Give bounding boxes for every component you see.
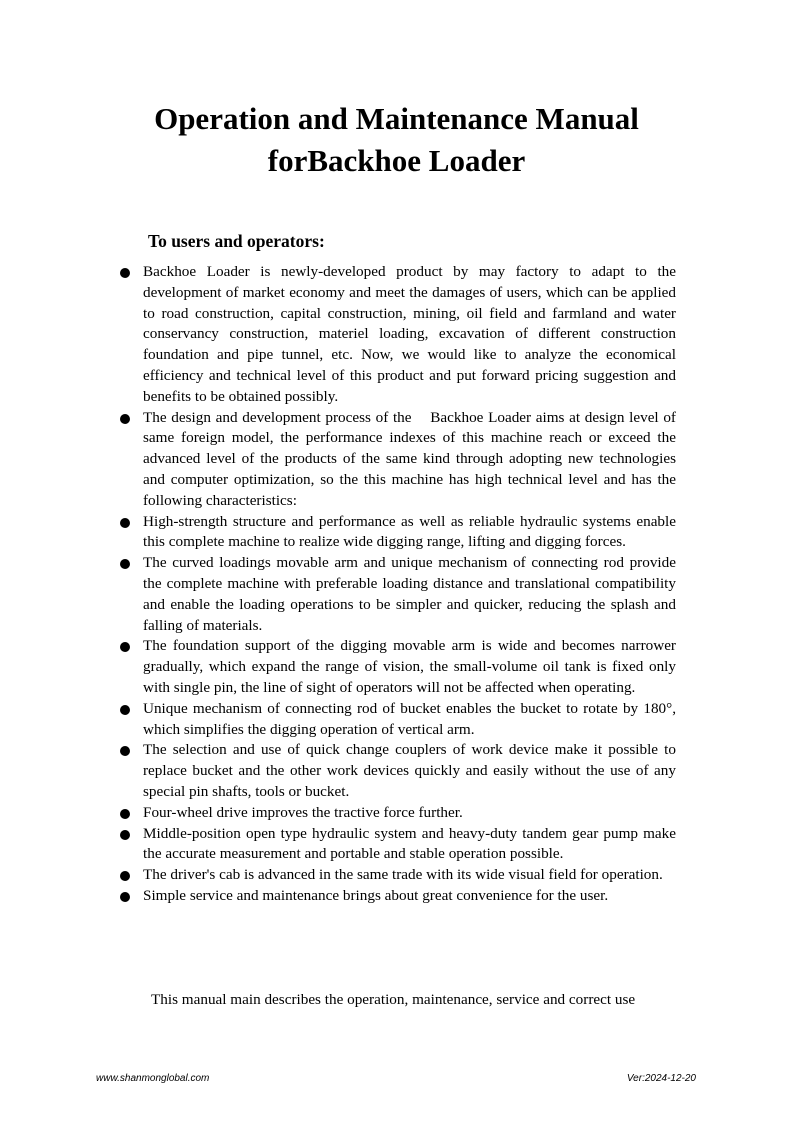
list-item (116, 740, 676, 802)
list-item-text: The foundation support of the digging movable arm is wide and becomes narrower gradually, which expand the range of vision, the small-volume oil tank is fixed only with single pin, the line of sight of operators will not be affected when operating. (143, 637, 676, 696)
bullet-icon (120, 705, 130, 715)
list-item-text: Simple service and maintenance brings about great convenience for the user. (143, 886, 609, 904)
list-item-text: Four-wheel drive improves the tractive force further. (143, 803, 463, 821)
list-item-text: Backhoe Loader is newly-developed product by may factory to adapt to the development of market economy and meet the damages of users, which can be applied to road construction, capital construction, mining, oil field and farmland and water conservancy construction, materiel loading, excavation of different construction foundation and pipe tunnel, etc. Now, we would like to analyze the economical efficiency and technical level of this product and put forward pricing suggestion and benefits to be obtained possibly. (143, 263, 676, 405)
list-item (116, 886, 676, 907)
footer-version: Ver:2024-12-20 (626, 1073, 696, 1084)
footer-website: www.shanmonglobal.com (96, 1073, 210, 1084)
bullet-icon (120, 871, 130, 881)
list-item (116, 408, 680, 512)
bullet-icon (120, 518, 130, 528)
title-line-2: forBackhoe Loader (267, 143, 526, 178)
bullet-icon (120, 414, 130, 424)
list-item (116, 865, 676, 886)
list-item-text: The driver's cab is advanced in the same trade with its wide visual field for operation. (143, 866, 663, 884)
list-item-text: The design and development process of the Backhoe Loader aims at design level of same foreign model, the performance indexes of this machine reach or exceed the advanced level of the products of the same kind through adopting new technologies and computer optimization, so the this machine has high technical level and has the following characteristics: (143, 408, 680, 509)
bullet-icon (120, 642, 130, 652)
list-item (116, 699, 676, 741)
list-item (116, 803, 676, 824)
bullet-icon (120, 746, 130, 756)
list-item (116, 262, 676, 408)
list-item-text: Unique mechanism of connecting rod of bucket enables the bucket to rotate by 180°, which simplifies the digging operation of vertical arm. (143, 699, 676, 738)
bullet-icon (120, 830, 130, 840)
list-item (116, 553, 676, 636)
bullet-icon (120, 892, 130, 902)
list-item-text: The curved loadings movable arm and unique mechanism of connecting rod provide the complete machine with preferable loading distance and translational compatibility and enable the loading operations to be simpler and quicker, reducing the splash and falling of materials. (143, 554, 676, 634)
list-item (116, 824, 676, 866)
list-item-text: Middle-position open type hydraulic system and heavy-duty tandem gear pump make the accurate measurement and portable and stable operation possible. (143, 824, 676, 863)
list-item-text: The selection and use of quick change couplers of work device make it possible to replace bucket and the other work devices quickly and easily without the use of any special pin shafts, tools or bucket. (143, 741, 676, 800)
document-title (0, 98, 793, 182)
title-line-1: Operation and Maintenance Manual (154, 101, 639, 136)
bullet-icon (120, 809, 130, 819)
closing-paragraph: This manual main describes the operation, maintenance, service and correct use (151, 991, 636, 1008)
bullet-icon (120, 268, 130, 278)
feature-list (116, 262, 680, 907)
bullet-icon (120, 559, 130, 569)
list-item-text: High-strength structure and performance as well as reliable hydraulic systems enable this complete machine to realize wide digging range, lifting and digging forces. (143, 512, 676, 551)
list-item (116, 512, 676, 554)
intro-heading: To users and operators: (148, 231, 325, 251)
list-item (116, 636, 676, 698)
